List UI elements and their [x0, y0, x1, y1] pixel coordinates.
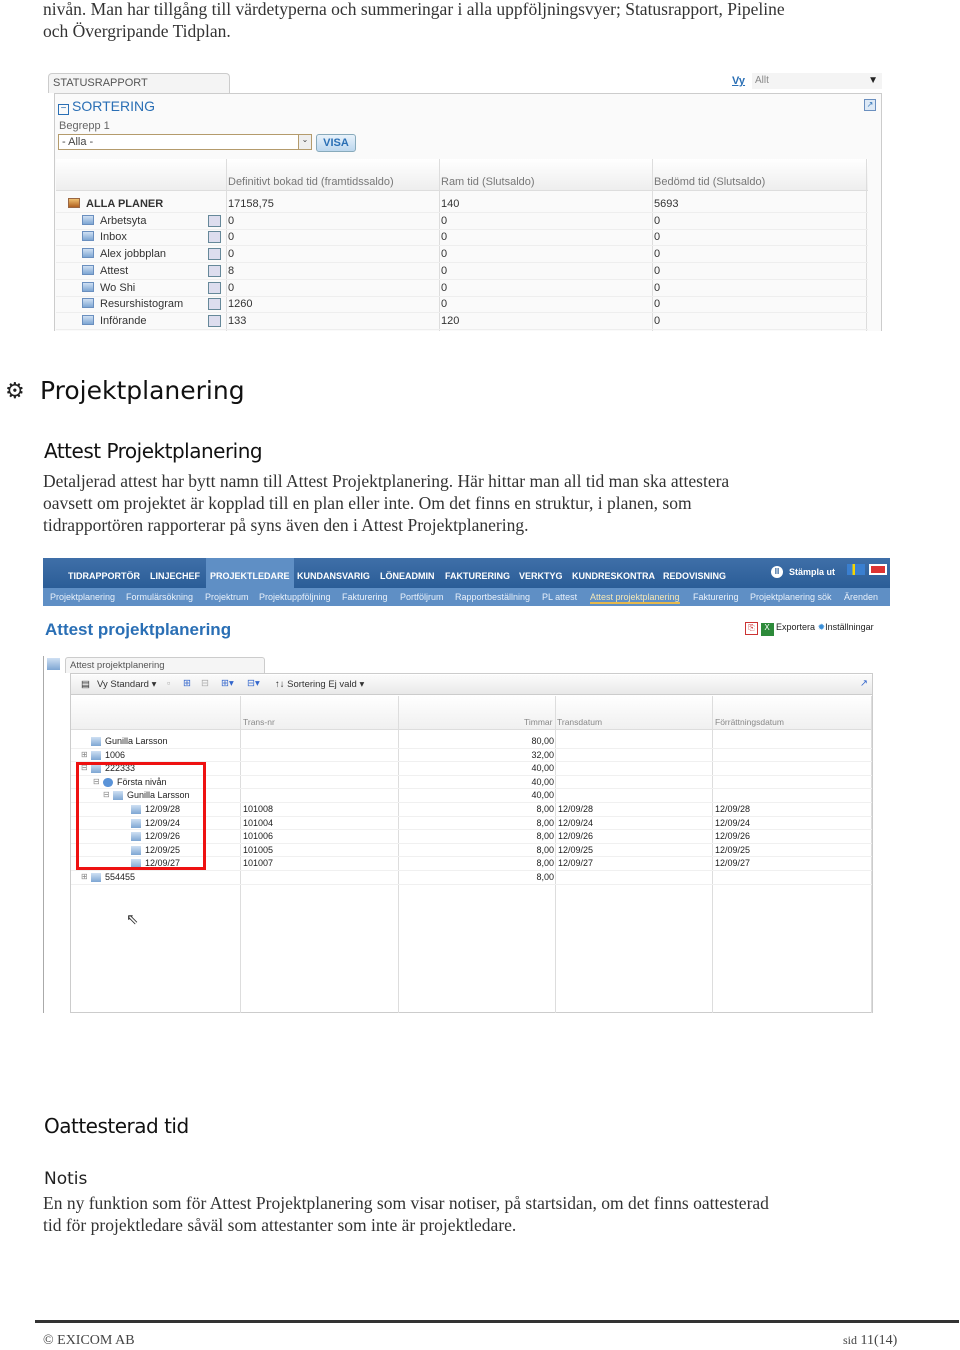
- tree-label[interactable]: 1006: [105, 749, 126, 760]
- installningar-button[interactable]: Inställningar: [825, 622, 874, 632]
- forrattningsdatum: 12/09/25: [715, 844, 751, 855]
- nav-tab[interactable]: TIDRAPPORTÖR: [68, 571, 140, 581]
- begrepp-select[interactable]: [58, 134, 312, 150]
- search-icon[interactable]: [208, 315, 221, 327]
- table-row[interactable]: [71, 735, 872, 749]
- project-icon: [91, 873, 101, 882]
- nav-tab[interactable]: LINJECHEF: [150, 571, 201, 581]
- section-body: [43, 470, 729, 536]
- cell-value: 5693: [654, 198, 679, 210]
- user-group-icon: [91, 737, 101, 746]
- add-column-icon[interactable]: ⊞▾: [221, 678, 234, 689]
- column-header: Förrättningsdatum: [715, 717, 784, 727]
- timmar: 40,00: [531, 776, 554, 787]
- search-icon[interactable]: [208, 282, 221, 294]
- tree-label[interactable]: 12/09/26: [145, 831, 181, 842]
- search-icon[interactable]: [208, 298, 221, 310]
- collapse-all-icon[interactable]: ⊟: [201, 678, 209, 689]
- tree-label[interactable]: Gunilla Larsson: [127, 790, 190, 801]
- forrattningsdatum: 12/09/28: [715, 804, 751, 814]
- notis-heading: Notis: [44, 1169, 88, 1189]
- sortering-label: SORTERING: [72, 98, 155, 114]
- attest-screenshot: [43, 558, 890, 1013]
- plan-name[interactable]: Inbox: [100, 231, 127, 244]
- tree-label[interactable]: 554455: [105, 872, 136, 882]
- page-title: Attest projektplanering: [45, 620, 232, 639]
- cell-value: 0: [441, 231, 448, 244]
- footer-divider: [35, 1320, 959, 1323]
- transdatum: 12/09/25: [558, 844, 594, 855]
- page-value: 11(14): [860, 1333, 898, 1348]
- transdatum: 12/09/24: [558, 817, 594, 828]
- cell-value: 1260: [228, 298, 253, 311]
- sub-nav-item[interactable]: Projektrum: [205, 592, 249, 602]
- sub-nav-item[interactable]: Projektplanering sök: [750, 592, 832, 602]
- all-plans-label[interactable]: ALLA PLANER: [86, 198, 164, 210]
- plan-icon: [82, 248, 94, 258]
- cell-value: 0: [654, 264, 661, 277]
- table-row[interactable]: [56, 280, 868, 297]
- transdatum: 12/09/27: [558, 858, 594, 869]
- cell-value: 0: [228, 248, 235, 261]
- sortering-header[interactable]: [58, 98, 155, 115]
- tree-label[interactable]: 222333: [105, 763, 136, 774]
- page-prefix: sid: [843, 1333, 858, 1347]
- sub-nav-item[interactable]: Projektuppföljning: [259, 592, 331, 602]
- uk-flag-icon[interactable]: [869, 564, 887, 575]
- body-line: En ny funktion som för Attest Projektplanering som visar notiser, på startsidan, om det finns oattesterad: [43, 1193, 769, 1213]
- cell-value: 120: [441, 314, 460, 327]
- expander-icon[interactable]: ⊟: [93, 776, 100, 786]
- plan-icon: [82, 215, 94, 225]
- sub-nav-item[interactable]: Attest projektplanering: [590, 592, 680, 602]
- sub-nav-item[interactable]: Rapportbeställning: [455, 592, 531, 602]
- body-line: Detaljerad attest har bytt namn till Attest Projektplanering. Här hittar man all tid man ska attestera: [43, 471, 730, 491]
- table-row[interactable]: [56, 313, 868, 330]
- settings-gear-icon[interactable]: ✹: [817, 622, 826, 632]
- tree-label[interactable]: Första nivån: [117, 776, 167, 787]
- plan-icon: [82, 315, 94, 325]
- expander-icon[interactable]: ⊞: [81, 749, 88, 759]
- trans-nr: 101006: [243, 831, 274, 842]
- plan-name[interactable]: Alex jobbplan: [100, 248, 167, 261]
- cell-value: 0: [654, 214, 661, 227]
- transdatum: 12/09/28: [558, 804, 594, 814]
- trans-nr: 101004: [243, 817, 274, 828]
- dropdown-arrow-icon: ▼: [868, 75, 878, 86]
- cell-value: 0: [654, 281, 661, 294]
- cell-value: 140: [441, 198, 460, 210]
- plan-icon: [82, 282, 94, 292]
- sortering-label: Sortering Ej vald: [287, 679, 357, 690]
- highlight-box: [76, 762, 206, 870]
- expander-icon[interactable]: ⊟: [103, 790, 110, 800]
- column-header: Transdatum: [557, 717, 603, 727]
- intro-line: och Övergripande Tidplan.: [43, 21, 231, 41]
- excel-icon[interactable]: X: [761, 623, 774, 636]
- forrattningsdatum: 12/09/27: [715, 858, 751, 869]
- pause-icon: II: [771, 566, 783, 578]
- tree-label[interactable]: 12/09/28: [145, 804, 181, 814]
- intro-text: [43, 0, 785, 42]
- cell-value: 0: [228, 231, 235, 244]
- tab-statusrapport[interactable]: STATUSRAPPORT: [48, 73, 230, 93]
- cell-value: 0: [228, 281, 235, 294]
- timmar: 8,00: [536, 858, 554, 869]
- search-icon[interactable]: [208, 248, 221, 260]
- sub-nav-item[interactable]: Projektplanering: [50, 592, 116, 602]
- collapse-icon: −: [58, 104, 69, 115]
- pdf-icon[interactable]: ⎘: [745, 622, 758, 635]
- begrepp-label: Begrepp 1: [59, 120, 110, 132]
- trans-nr: 101005: [243, 844, 274, 855]
- expand-icon[interactable]: ↗: [864, 99, 876, 111]
- remove-column-icon[interactable]: ⊟▾: [247, 678, 260, 689]
- section-subtitle: Attest Projektplanering: [44, 439, 263, 463]
- table-row[interactable]: [71, 749, 872, 763]
- expand-all-icon[interactable]: ⊞: [183, 678, 191, 689]
- plan-icon: [82, 298, 94, 308]
- tree-label[interactable]: Gunilla Larsson: [105, 736, 168, 746]
- plan-icon: [82, 265, 94, 275]
- sub-nav-item[interactable]: Fakturering: [693, 592, 739, 602]
- copy-icon[interactable]: ▫: [167, 678, 171, 689]
- cell-value: 0: [654, 298, 661, 311]
- page-number: [843, 1333, 897, 1349]
- timmar: 8,00: [536, 804, 554, 814]
- expander-icon[interactable]: ⊞: [81, 872, 88, 881]
- plan-icon: [68, 198, 80, 208]
- tab-attest-projektplanering[interactable]: Attest projektplanering: [65, 657, 265, 673]
- search-icon[interactable]: [208, 215, 221, 227]
- expand-icon[interactable]: ↗: [860, 678, 868, 689]
- sortering-dropdown[interactable]: ↑↓ Sortering Ej vald ▾: [275, 679, 365, 690]
- plan-name[interactable]: Införande: [100, 314, 147, 327]
- timmar: 40,00: [531, 790, 554, 801]
- search-icon[interactable]: [208, 231, 221, 243]
- column-header: Timmar: [524, 717, 553, 727]
- table-row[interactable]: [56, 213, 868, 230]
- footer-copyright: © EXICOM AB: [43, 1333, 135, 1348]
- nav-tab[interactable]: FAKTURERING: [445, 571, 510, 581]
- timmar: 8,00: [536, 872, 554, 882]
- vy-standard-dropdown[interactable]: Vy Standard ▾: [97, 679, 157, 690]
- vy-select[interactable]: [752, 73, 882, 89]
- nav-tab[interactable]: KUNDANSVARIG: [297, 571, 370, 581]
- cell-value: 8: [228, 264, 235, 277]
- plan-icon: [82, 231, 94, 241]
- timmar: 8,00: [536, 831, 554, 842]
- cell-value: 0: [441, 298, 448, 311]
- nav-tab[interactable]: VERKTYG: [519, 571, 563, 581]
- table-row[interactable]: [56, 296, 868, 313]
- body-line: tidrapportören rapporterar på syns även den i Attest Projektplanering.: [43, 515, 529, 535]
- body-line: oavsett om projektet är kopplad till en plan eller inte. Om det finns en struktur, i planen, som: [43, 493, 692, 513]
- cell-value: 17158,75: [228, 198, 274, 210]
- grid-toolbar: [71, 675, 872, 695]
- timmar: 40,00: [531, 763, 554, 774]
- visa-button[interactable]: VISA: [316, 134, 356, 152]
- vy-value: Allt: [755, 75, 769, 86]
- forrattningsdatum: 12/09/26: [715, 831, 751, 842]
- tree-label[interactable]: 12/09/27: [145, 858, 181, 869]
- timmar: 8,00: [536, 844, 554, 855]
- project-icon: [91, 751, 101, 760]
- plan-name[interactable]: Wo Shi: [100, 281, 136, 294]
- nav-tab[interactable]: LÖNEADMIN: [380, 571, 435, 581]
- table-row[interactable]: [71, 871, 872, 885]
- tree-label[interactable]: 12/09/24: [145, 817, 181, 828]
- cell-value: 0: [654, 231, 661, 244]
- plan-name[interactable]: Attest: [100, 264, 129, 277]
- table-row[interactable]: [56, 196, 868, 213]
- swedish-flag-icon[interactable]: [847, 564, 865, 575]
- nav-tab[interactable]: REDOVISNING: [663, 571, 727, 581]
- sub-nav-item[interactable]: PL attest: [542, 592, 578, 602]
- plan-name[interactable]: Arbetsyta: [100, 214, 147, 227]
- notis-body: [43, 1192, 769, 1236]
- chevron-down-icon: ⌄: [298, 135, 311, 149]
- oattesterad-title: Oattesterad tid: [44, 1114, 189, 1138]
- tree-label[interactable]: 12/09/25: [145, 844, 181, 855]
- planning-icon: [47, 658, 60, 670]
- vy-link[interactable]: Vy: [732, 75, 746, 87]
- cell-value: 133: [228, 314, 247, 327]
- timmar: 80,00: [531, 736, 554, 746]
- mouse-cursor-icon: ⇖: [126, 911, 139, 928]
- search-icon[interactable]: [208, 265, 221, 277]
- select-value: - Alla -: [62, 136, 94, 148]
- nav-tab[interactable]: PROJEKTLEDARE: [206, 558, 294, 588]
- sub-nav-item[interactable]: Ärenden: [844, 592, 879, 602]
- sub-nav-item[interactable]: Formulärsökning: [126, 592, 194, 602]
- table-row[interactable]: [56, 263, 868, 280]
- column-header: Trans-nr: [243, 717, 275, 727]
- column-header: Ram tid (Slutsaldo): [441, 176, 535, 188]
- cell-value: 0: [441, 248, 448, 261]
- cell-value: 0: [441, 281, 448, 294]
- cell-value: 0: [654, 314, 661, 327]
- intro-line: nivån. Man har tillgång till värdetyperna och summeringar i alla uppföljningsvyer; Statusrapport, Pipeline: [43, 0, 785, 19]
- stampla-ut-button[interactable]: Stämpla ut: [789, 567, 836, 577]
- cell-value: 0: [441, 214, 448, 227]
- main-nav: [43, 558, 890, 588]
- forrattningsdatum: 12/09/24: [715, 817, 751, 828]
- expander-icon[interactable]: ⊟: [81, 763, 88, 773]
- cell-value: 0: [228, 214, 235, 227]
- statusrapport-screenshot: [44, 65, 886, 331]
- table-row[interactable]: [56, 246, 868, 263]
- vy-label: Vy Standard: [97, 679, 149, 690]
- column-header: Definitivt bokad tid (framtidssaldo): [228, 176, 394, 188]
- transdatum: 12/09/26: [558, 831, 594, 842]
- trans-nr: 101007: [243, 858, 274, 869]
- plan-name[interactable]: Resurshistogram: [100, 298, 184, 311]
- timmar: 32,00: [531, 749, 554, 760]
- gears-icon: ⚙: [5, 378, 25, 403]
- body-line: tid för projektledare såväl som attestanter som inte är projektledare.: [43, 1215, 517, 1235]
- trans-nr: 101008: [243, 804, 274, 814]
- nav-tab[interactable]: KUNDRESKONTRA: [572, 571, 655, 581]
- column-header: Bedömd tid (Slutsaldo): [654, 176, 766, 188]
- cell-value: 0: [654, 248, 661, 261]
- sub-nav-item[interactable]: Fakturering: [342, 592, 388, 602]
- page-title: Projektplanering: [40, 376, 245, 405]
- table-row[interactable]: [56, 229, 868, 246]
- cell-value: 0: [441, 264, 448, 277]
- sub-nav: [43, 588, 890, 606]
- sub-nav-item[interactable]: Portföljrum: [400, 592, 444, 602]
- view-icon: ▤: [81, 679, 90, 690]
- export-bar: [745, 622, 874, 636]
- timmar: 8,00: [536, 817, 554, 828]
- exportera-button[interactable]: Exportera: [776, 622, 816, 632]
